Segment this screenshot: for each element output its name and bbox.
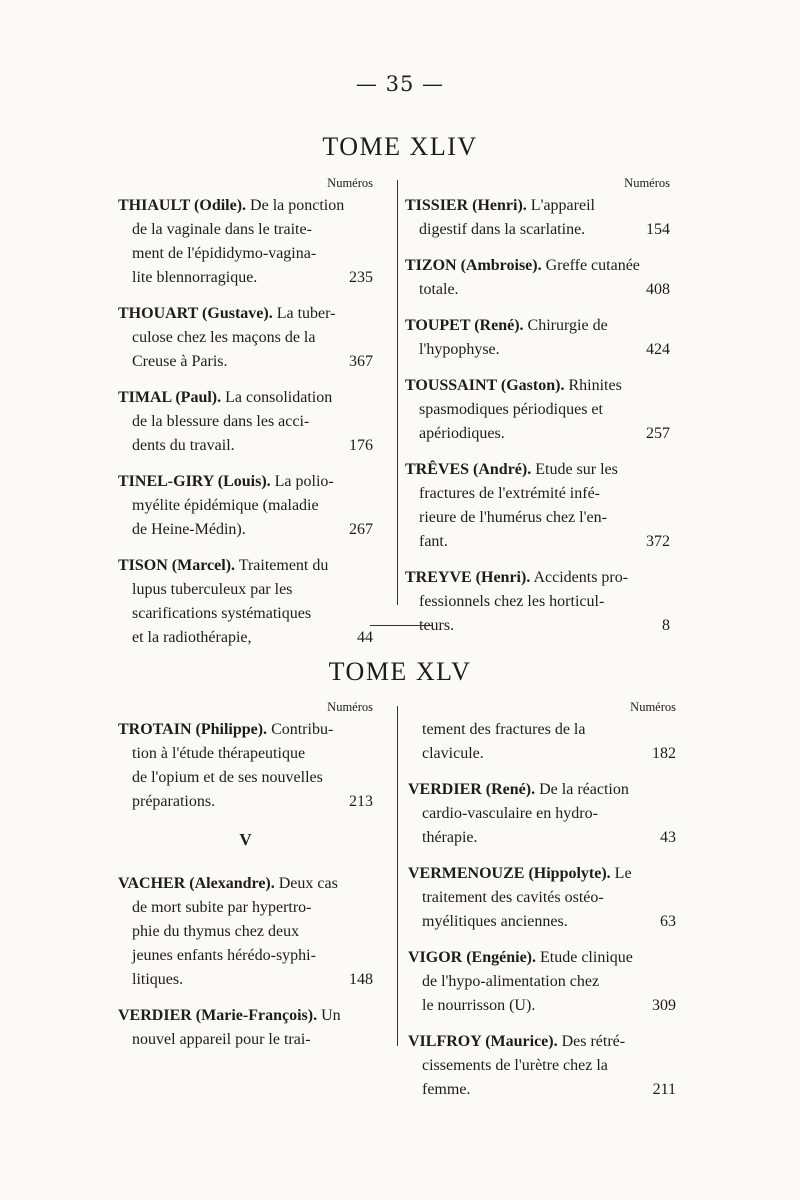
entry-line (408, 886, 676, 910)
author-name: VERMENOUZE (Hippolyte). (408, 865, 611, 882)
entry-text: De la ponction (250, 197, 345, 214)
index-column (118, 700, 373, 1064)
entry-number: 213 (349, 793, 373, 810)
entry-text: nouvel appareil pour le trai- (132, 1031, 311, 1048)
entry-number: 44 (357, 629, 373, 646)
index-entry (118, 386, 373, 458)
entry-number: 176 (349, 437, 373, 454)
entry-number: 211 (652, 1081, 676, 1098)
author-name: TRÊVES (André). (405, 461, 532, 478)
entry-text: Rhinites (568, 377, 622, 394)
entry-line (408, 910, 676, 934)
author-name: TISON (Marcel). (118, 557, 236, 574)
column-divider (397, 180, 398, 605)
entry-text: préparations. (132, 793, 216, 810)
entry-number: 8 (662, 617, 670, 634)
entry-line (118, 554, 373, 578)
entry-text: myélitiques anciennes. (422, 913, 568, 930)
author-name: TINEL-GIRY (Louis). (118, 473, 271, 490)
entry-number: 267 (349, 521, 373, 538)
entry-text: culose chez les maçons de la (132, 329, 316, 346)
index-entry (405, 458, 670, 554)
entry-text: femme. (422, 1081, 471, 1098)
entry-line (405, 614, 670, 638)
numeros-label: Numéros (630, 700, 676, 714)
entry-text: digestif dans la scarlatine. (419, 221, 586, 238)
entry-text: de l'opium et de ses nouvelles (132, 769, 323, 786)
entry-number: 43 (660, 829, 676, 846)
index-entry (118, 872, 373, 992)
entry-line (405, 338, 670, 362)
entry-line (118, 242, 373, 266)
author-name: TROTAIN (Philippe). (118, 721, 268, 738)
entry-text: litiques. (132, 971, 184, 988)
entry-number: 408 (646, 281, 670, 298)
entry-text: fessionnels chez les horticul- (419, 593, 605, 610)
numeros-label: Numéros (327, 176, 373, 190)
index-entry (408, 946, 676, 1018)
index-entry (405, 254, 670, 302)
entry-line (118, 626, 373, 650)
index-entry (408, 778, 676, 850)
entry-line (405, 506, 670, 530)
entry-text: Creuse à Paris. (132, 353, 228, 370)
author-name: VILFROY (Maurice). (408, 1033, 558, 1050)
entry-line (118, 410, 373, 434)
index-column (405, 176, 670, 650)
entry-text: lupus tuberculeux par les (132, 581, 293, 598)
index-entry (405, 314, 670, 362)
entry-line (118, 350, 373, 374)
entry-line (405, 278, 670, 302)
author-name: VERDIER (René). (408, 781, 536, 798)
entry-line (118, 1004, 373, 1028)
entry-text: cissements de l'urètre chez la (422, 1057, 608, 1074)
entry-text: De la réaction (539, 781, 629, 798)
entry-text: cardio-vasculaire en hydro- (422, 805, 598, 822)
index-entry (118, 470, 373, 542)
entry-number: 257 (646, 425, 670, 442)
entry-line (118, 944, 373, 968)
entry-text: de Heine-Médin). (132, 521, 246, 538)
entry-line (118, 494, 373, 518)
entry-text: de mort subite par hypertro- (132, 899, 312, 916)
index-column (118, 176, 373, 662)
section-separator (370, 625, 432, 626)
author-name: TIZON (Ambroise). (405, 257, 542, 274)
letter-heading: V (239, 830, 252, 849)
page-number: — 35 — (355, 72, 445, 96)
entry-line (118, 602, 373, 626)
entry-text: l'hypophyse. (419, 341, 500, 358)
entry-line (405, 314, 670, 338)
entry-number: 372 (646, 533, 670, 550)
entry-line (408, 1030, 676, 1054)
entry-text: Etude sur les (535, 461, 618, 478)
entry-line (118, 266, 373, 290)
entry-text: le nourrisson (U). (422, 997, 536, 1014)
entry-line (405, 458, 670, 482)
entry-text: de l'hypo-alimentation chez (422, 973, 600, 990)
index-entry (405, 566, 670, 638)
entry-text: rieure de l'humérus chez l'en- (419, 509, 607, 526)
entry-line (118, 872, 373, 896)
entry-line (408, 1078, 676, 1102)
entry-line (118, 1028, 373, 1052)
entry-text: clavicule. (422, 745, 484, 762)
entry-text: Des rétré- (561, 1033, 626, 1050)
author-name: TREYVE (Henri). (405, 569, 531, 586)
entry-line (408, 718, 676, 742)
entry-line (118, 578, 373, 602)
index-entry (118, 718, 373, 814)
entry-text: Greffe cutanée (545, 257, 640, 274)
entry-line (405, 374, 670, 398)
entry-number: 424 (646, 341, 670, 358)
author-name: VIGOR (Engénie). (408, 949, 536, 966)
entry-text: jeunes enfants hérédo-syphi- (132, 947, 316, 964)
index-entry (405, 194, 670, 242)
entry-text: fant. (419, 533, 448, 550)
entry-number: 235 (349, 269, 373, 286)
entry-line (118, 326, 373, 350)
entry-line (405, 590, 670, 614)
entry-line (118, 434, 373, 458)
entry-text: phie du thymus chez deux (132, 923, 300, 940)
entry-text: La polio- (274, 473, 334, 490)
entry-text: fractures de l'extrémité infé- (419, 485, 601, 502)
entry-text: lite blennorragique. (132, 269, 258, 286)
entry-text: teurs. (419, 617, 455, 634)
entry-text: L'appareil (530, 197, 595, 214)
tome-title: TOME XLV (328, 657, 472, 686)
entry-text: tion à l'étude thérapeutique (132, 745, 306, 762)
entry-number: 309 (652, 997, 676, 1014)
index-entry-continuation (408, 718, 676, 766)
author-name: TOUSSAINT (Gaston). (405, 377, 565, 394)
entry-text: dents du travail. (132, 437, 235, 454)
entry-text: Le (614, 865, 632, 882)
entry-text: spasmodiques périodiques et (419, 401, 603, 418)
author-name: TISSIER (Henri). (405, 197, 527, 214)
entry-text: myélite épidémique (maladie (132, 497, 319, 514)
column-divider (397, 706, 398, 1046)
entry-text: La tuber- (276, 305, 336, 322)
index-column (408, 700, 676, 1114)
author-name: THIAULT (Odile). (118, 197, 247, 214)
entry-text: Chirurgie de (527, 317, 608, 334)
entry-line (118, 790, 373, 814)
numeros-label: Numéros (327, 700, 373, 714)
index-entry (118, 1004, 373, 1052)
entry-text: et la radiothérapie, (132, 629, 252, 646)
entry-line (118, 470, 373, 494)
index-entry (118, 194, 373, 290)
entry-text: Deux cas (278, 875, 338, 892)
index-entry (408, 862, 676, 934)
author-name: TOUPET (René). (405, 317, 524, 334)
entry-line (118, 386, 373, 410)
entry-number: 63 (660, 913, 676, 930)
entry-line (118, 920, 373, 944)
entry-text: de la vaginale dans le traite- (132, 221, 312, 238)
entry-line (408, 1054, 676, 1078)
entry-line (408, 778, 676, 802)
entry-line (405, 530, 670, 554)
entry-line (118, 218, 373, 242)
entry-line (405, 218, 670, 242)
entry-line (408, 862, 676, 886)
entry-text: Etude clinique (540, 949, 633, 966)
entry-line (118, 518, 373, 542)
entry-text: ment de l'épididymo-vagina- (132, 245, 317, 262)
entry-line (118, 766, 373, 790)
entry-text: Traitement du (238, 557, 329, 574)
entry-line (405, 566, 670, 590)
entry-line (118, 194, 373, 218)
index-entry (405, 374, 670, 446)
entry-text: scarifications systématiques (132, 605, 312, 622)
entry-line (405, 482, 670, 506)
entry-line (118, 742, 373, 766)
entry-line (118, 968, 373, 992)
tome-title: TOME XLIV (322, 132, 478, 161)
author-name: TIMAL (Paul). (118, 389, 222, 406)
entry-text: La consolidation (225, 389, 333, 406)
entry-line (408, 994, 676, 1018)
author-name: THOUART (Gustave). (118, 305, 273, 322)
entry-number: 367 (349, 353, 373, 370)
entry-line (405, 422, 670, 446)
entry-line (408, 802, 676, 826)
entry-line (405, 194, 670, 218)
entry-text: Accidents pro- (533, 569, 629, 586)
entry-number: 182 (652, 745, 676, 762)
index-entry (408, 1030, 676, 1102)
entry-line (405, 398, 670, 422)
entry-line (408, 826, 676, 850)
entry-text: totale. (419, 281, 459, 298)
entry-text: traitement des cavités ostéo- (422, 889, 604, 906)
entry-line (118, 302, 373, 326)
entry-line (118, 718, 373, 742)
numeros-label: Numéros (624, 176, 670, 190)
index-entry (118, 302, 373, 374)
entry-line (118, 896, 373, 920)
entry-number: 154 (646, 221, 670, 238)
entry-text: Contribu- (271, 721, 334, 738)
entry-line (405, 254, 670, 278)
entry-text: tement des fractures de la (422, 721, 586, 738)
entry-line (408, 946, 676, 970)
entry-line (408, 742, 676, 766)
entry-text: Un (321, 1007, 341, 1024)
entry-text: de la blessure dans les acci- (132, 413, 310, 430)
author-name: VACHER (Alexandre). (118, 875, 275, 892)
entry-number: 148 (349, 971, 373, 988)
author-name: VERDIER (Marie-François). (118, 1007, 318, 1024)
entry-text: apériodiques. (419, 425, 505, 442)
entry-line (408, 970, 676, 994)
entry-text: thérapie. (422, 829, 478, 846)
index-entry (118, 554, 373, 650)
